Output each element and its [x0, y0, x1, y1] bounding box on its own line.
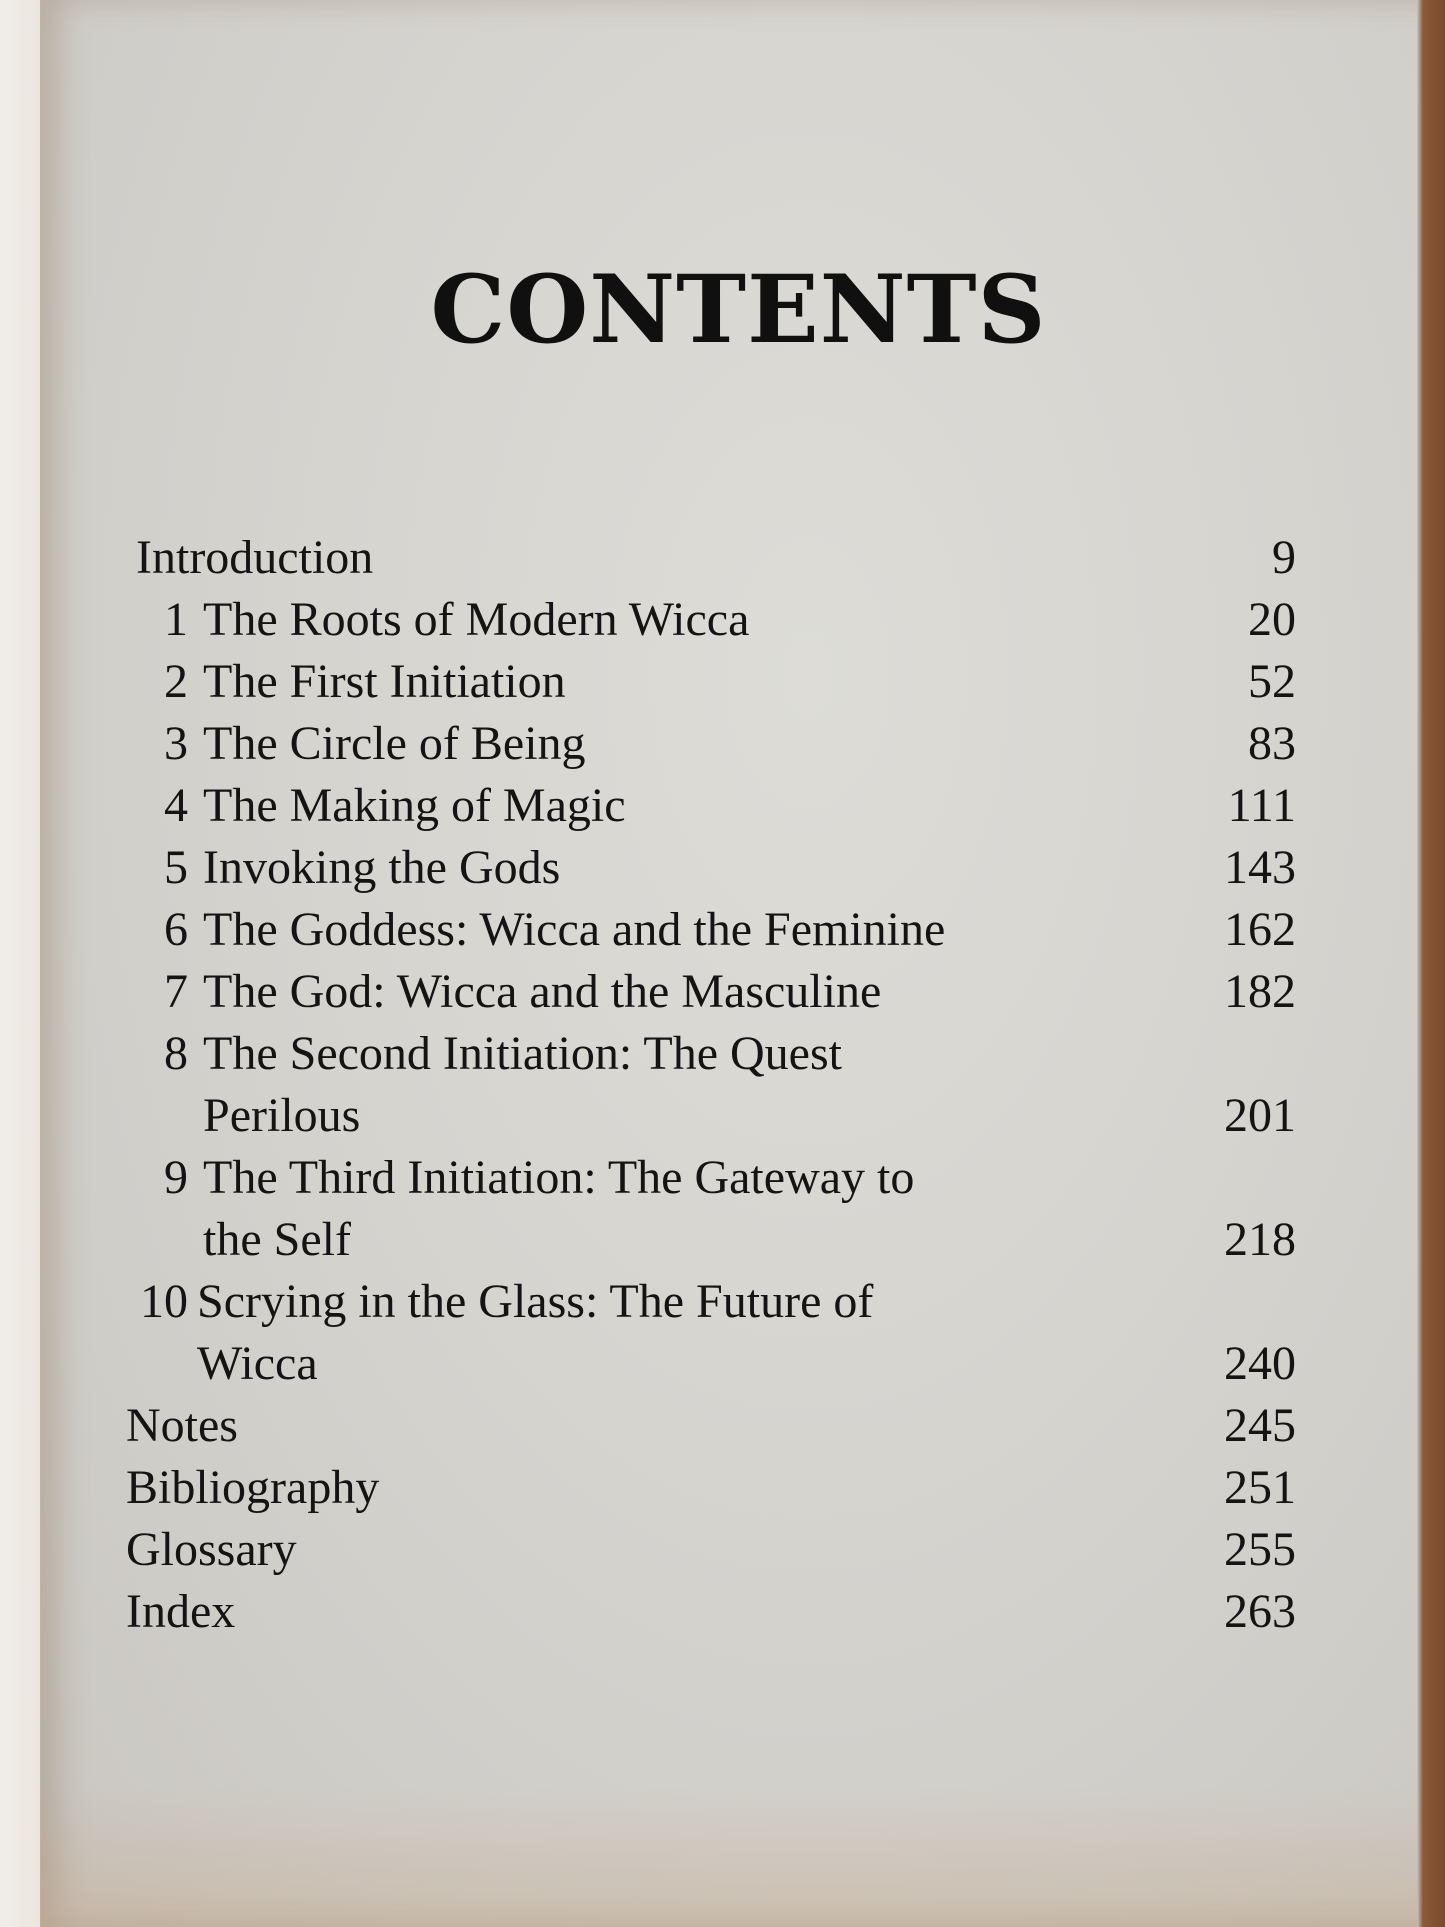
toc-chapter-title: The Second Initiation: The Quest	[203, 1027, 842, 1080]
toc-chapter-title: The Roots of Modern Wicca	[203, 593, 750, 646]
toc-chapter-number: 9	[164, 1151, 188, 1204]
toc-chapter-title: Scrying in the Glass: The Future of	[197, 1275, 874, 1328]
toc-chapter-number: 10	[140, 1275, 188, 1328]
toc-chapter-title-continued: the Self	[203, 1213, 351, 1266]
toc-entry-index: Index	[126, 1585, 236, 1638]
toc-chapter-title: The Goddess: Wicca and the Feminine	[203, 903, 946, 956]
toc-chapter-title: Invoking the Gods	[203, 841, 561, 894]
toc-chapter-number: 7	[164, 965, 188, 1018]
toc-page-introduction: 9	[1272, 531, 1296, 584]
toc-chapter-number: 2	[164, 655, 188, 708]
toc-entry-introduction: Introduction	[136, 531, 374, 584]
toc-chapter-page: 201	[1224, 1089, 1296, 1142]
toc-chapter-page: 162	[1224, 903, 1296, 956]
toc-page-bibliography: 251	[1224, 1461, 1296, 1514]
toc-chapter-number: 8	[164, 1027, 188, 1080]
toc-chapter-title: The First Initiation	[203, 655, 566, 708]
toc-chapter-title: The Making of Magic	[203, 779, 626, 832]
toc-chapter-page: 20	[1248, 593, 1296, 646]
toc-chapter-page: 52	[1248, 655, 1296, 708]
toc-chapter-number: 1	[164, 593, 188, 646]
toc-entry-glossary: Glossary	[126, 1523, 297, 1576]
toc-chapter-number: 3	[164, 717, 188, 770]
toc-page-index: 263	[1224, 1585, 1296, 1638]
toc-page-notes: 245	[1224, 1399, 1296, 1452]
toc-chapter-page: 240	[1224, 1337, 1296, 1390]
toc-chapter-number: 6	[164, 903, 188, 956]
toc-chapter-title: The Third Initiation: The Gateway to	[203, 1151, 915, 1204]
toc-chapter-page: 111	[1227, 779, 1296, 832]
toc-entry-bibliography: Bibliography	[126, 1461, 380, 1514]
toc-chapter-page: 143	[1224, 841, 1296, 894]
toc-chapter-page: 83	[1248, 717, 1296, 770]
page-shadow	[40, 1787, 1435, 1927]
page-title: CONTENTS	[430, 255, 1047, 365]
toc-page-glossary: 255	[1224, 1523, 1296, 1576]
toc-entry-notes: Notes	[126, 1399, 238, 1452]
toc-chapter-number: 5	[164, 841, 188, 894]
table-of-contents	[41, 0, 1436, 1927]
book-cover-edge	[1417, 0, 1445, 1927]
toc-chapter-page: 182	[1224, 965, 1296, 1018]
contents-page	[40, 0, 1436, 1927]
toc-chapter-title: The Circle of Being	[203, 717, 586, 770]
toc-chapter-title-continued: Wicca	[197, 1337, 318, 1390]
toc-chapter-title: The God: Wicca and the Masculine	[203, 965, 882, 1018]
toc-chapter-page: 218	[1224, 1213, 1296, 1266]
toc-chapter-title-continued: Perilous	[203, 1089, 361, 1142]
toc-chapter-number: 4	[164, 779, 188, 832]
